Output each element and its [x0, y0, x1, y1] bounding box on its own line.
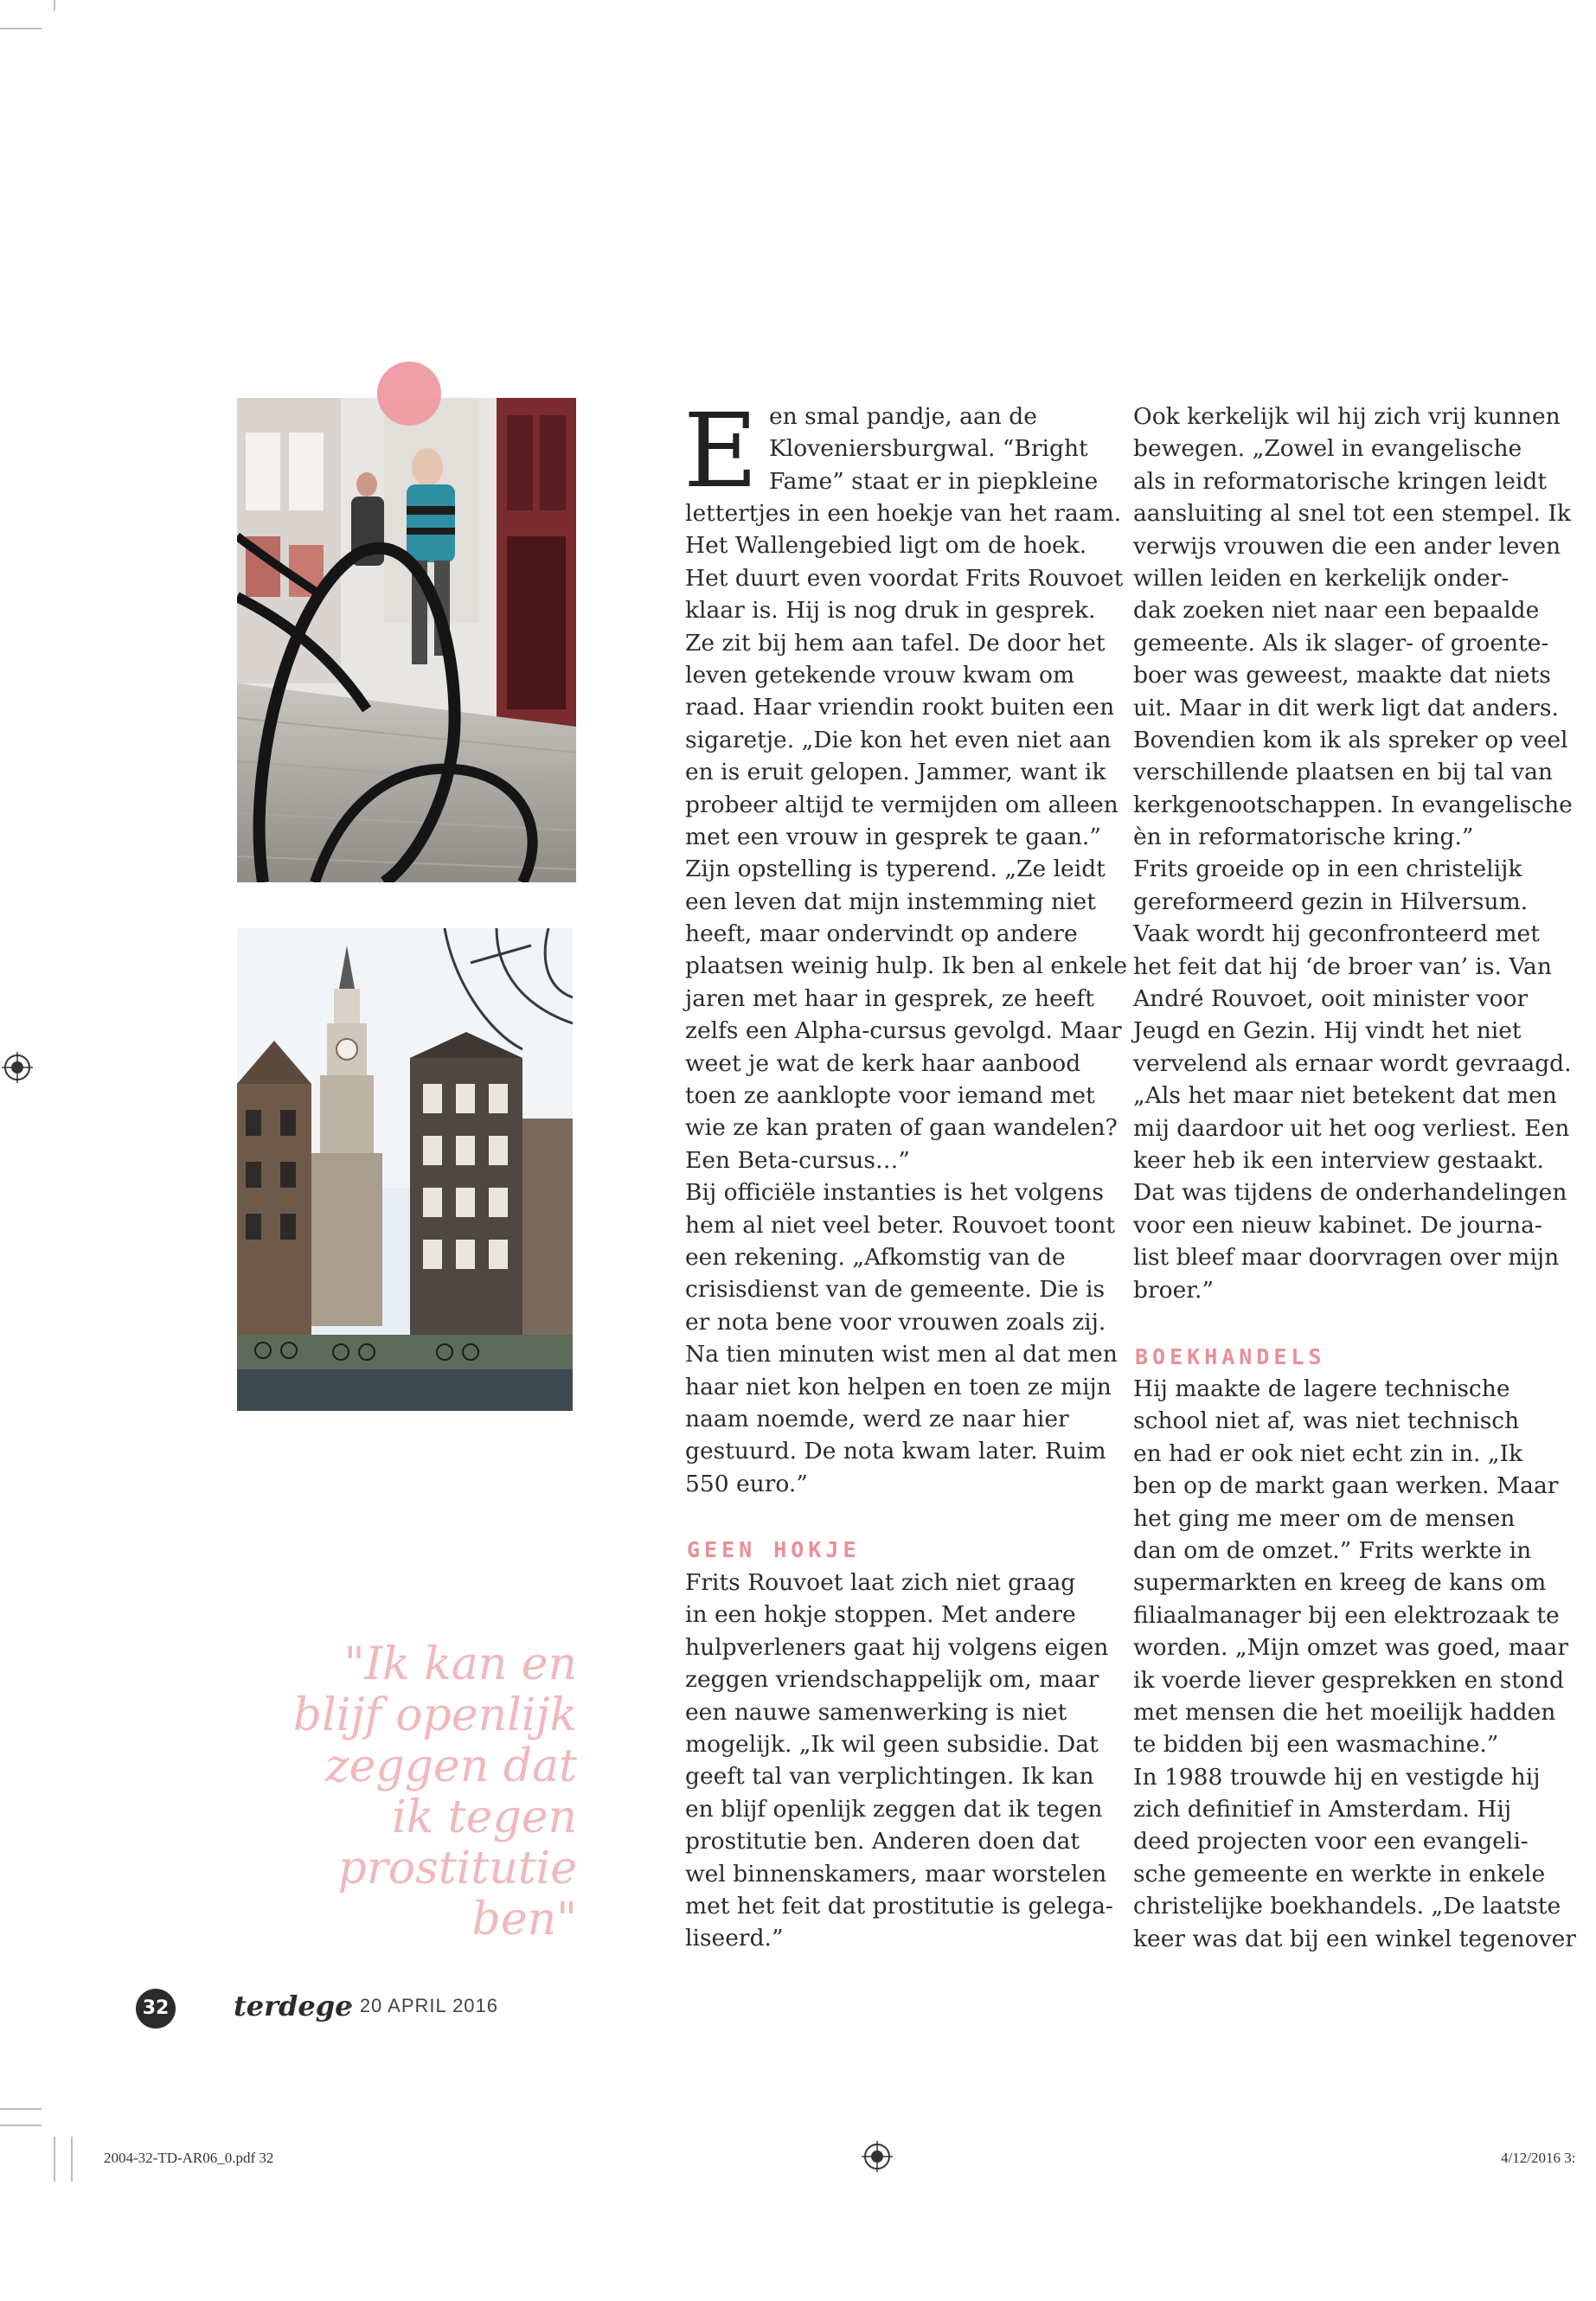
text-line: sche gemeente en werkte in enkele — [1133, 1860, 1546, 1888]
text-line: naam noemde, werd ze naar hier — [685, 1405, 1069, 1433]
text-line: Bovendien kom ik als spreker op veel — [1133, 726, 1568, 753]
text-line: met mensen die het moeilijk hadden — [1133, 1698, 1556, 1726]
column-1-body — [685, 497, 1127, 1500]
text-line: zelfs een Alpha-cursus gevolgd. Maar — [685, 1017, 1122, 1045]
text-line: in een hokje stoppen. Met andere — [685, 1601, 1076, 1629]
text-line: leven getekende vrouw kwam om — [685, 661, 1075, 689]
column-1-intro — [769, 401, 1098, 497]
text-line: met een vrouw in gesprek te gaan.” — [685, 823, 1101, 850]
text-line: keer heb ik een interview gestaakt. — [1133, 1146, 1544, 1174]
text-line: vervelend als ernaar wordt gevraagd. — [1133, 1049, 1572, 1077]
text-line: Vaak wordt hij geconfronteerd met — [1133, 920, 1540, 948]
text-line: zich definitief in Amsterdam. Hij — [1133, 1796, 1512, 1823]
text-line: sigaretje. „Die kon het even niet aan — [685, 726, 1112, 753]
text-line: uit. Maar in dit werk ligt dat anders. — [1133, 694, 1559, 721]
text-line: gereformeerd gezin in Hilversum. — [1133, 888, 1529, 915]
text-line: Frits Rouvoet laat zich niet graag — [685, 1569, 1076, 1596]
file-slug: 2004-32-TD-AR06_0.pdf 32 — [104, 2150, 274, 2166]
text-line: dan om de omzet.” Frits werkte in — [1133, 1536, 1532, 1564]
text-line: gestuurd. De nota kwam later. Ruim — [685, 1438, 1106, 1465]
text-line: christelijke boekhandels. „De laatste — [1133, 1893, 1561, 1920]
text-line: Het Wallengebied ligt om de hoek. — [685, 532, 1087, 560]
text-line: ben op de markt gaan werken. Maar — [1133, 1472, 1559, 1500]
pull-quote-line: ben" — [471, 1894, 577, 1945]
text-line: Frits groeide op in een christelijk — [1133, 856, 1522, 883]
pull-quote-line: zeggen dat — [325, 1740, 577, 1792]
section-heading: GEEN HOKJE — [687, 1537, 861, 1562]
registration-mark-icon — [2, 1052, 33, 1083]
column-2-section — [1133, 1373, 1576, 1955]
text-line: Dat was tijdens de onderhandelingen — [1133, 1179, 1567, 1207]
text-line: school niet af, was niet technisch — [1133, 1407, 1520, 1435]
text-line: Ook kerkelijk wil hij zich vrij kunnen — [1133, 403, 1561, 430]
street-photo — [237, 398, 576, 882]
registration-mark-icon — [862, 2141, 893, 2172]
text-line: Na tien minuten wist men al dat men — [685, 1341, 1118, 1368]
column-1-section — [685, 1567, 1113, 1955]
text-line: haar niet kon helpen en toen ze mijn — [685, 1373, 1112, 1400]
text-line: boer was geweest, maakte dat niets — [1133, 662, 1551, 689]
text-line: een leven dat mijn instemming niet — [685, 888, 1096, 915]
text-line: André Rouvoet, ooit minister voor — [1133, 985, 1529, 1013]
text-line: Kloveniersburgwal. “Bright — [769, 435, 1088, 463]
text-line: Bij officiële instanties is het volgens — [685, 1179, 1104, 1207]
text-line: Hij maakte de lagere technische — [1133, 1375, 1510, 1402]
pull-quote — [293, 1639, 577, 1945]
pull-quote-line: "Ik kan en — [343, 1638, 577, 1690]
text-line: en had er ook niet echt zin in. „Ik — [1133, 1439, 1523, 1467]
text-line: te bidden bij een wasmachine.” — [1133, 1731, 1499, 1759]
text-line: Een Beta-cursus…” — [685, 1146, 910, 1174]
text-line: klaar is. Hij is nog druk in gesprek. — [685, 597, 1096, 625]
pull-quote-line: ik tegen — [392, 1791, 577, 1843]
text-line: weet je wat de kerk haar aanbood — [685, 1049, 1081, 1077]
text-line: In 1988 trouwde hij en vestigde hij — [1133, 1763, 1541, 1791]
text-line: bewegen. „Zowel in evangelische — [1133, 435, 1522, 463]
magazine-brand-logo: terdege — [234, 1990, 353, 2022]
issue-date: • 20 APRIL 2016 — [346, 1995, 499, 2016]
text-line: liseerd.” — [685, 1925, 784, 1952]
decorative-dot — [377, 362, 441, 426]
pull-quote-line: blijf openlijk — [292, 1689, 577, 1741]
text-line: Jeugd en Gezin. Hij vindt het niet — [1133, 1017, 1522, 1045]
text-line: aansluiting al snel tot een stempel. Ik — [1133, 500, 1571, 528]
page-number: 32 — [136, 1989, 176, 2029]
text-line: een rekening. „Afkomstig van de — [685, 1243, 1066, 1271]
text-line: heeft, maar ondervindt op andere — [685, 920, 1078, 948]
drop-cap: E — [683, 391, 759, 510]
text-line: worden. „Mijn omzet was goed, maar — [1133, 1634, 1569, 1662]
crop-mark — [71, 2137, 73, 2182]
text-line: willen leiden en kerkelijk onder- — [1133, 564, 1509, 592]
text-line: prostitutie ben. Anderen doen dat — [685, 1828, 1080, 1856]
crop-mark — [0, 2125, 42, 2126]
text-line: gemeente. Als ik slager- of groente- — [1133, 629, 1549, 657]
text-line: wie ze kan praten of gaan wandelen? — [685, 1114, 1118, 1142]
text-line: toen ze aanklopte voor iemand met — [685, 1082, 1095, 1110]
text-line: filiaalmanager bij een elektrozaak te — [1133, 1601, 1560, 1629]
text-line: en smal pandje, aan de — [769, 403, 1037, 430]
text-line: als in reformatorische kringen leidt — [1133, 467, 1547, 495]
text-line: dak zoeken niet naar een bepaalde — [1133, 597, 1540, 625]
text-line: ik voerde liever gesprekken en stond — [1133, 1666, 1564, 1694]
text-line: hem al niet veel beter. Rouvoet toont — [685, 1211, 1116, 1239]
crop-mark — [54, 0, 55, 10]
crop-mark — [0, 28, 42, 29]
print-date: 4/12/2016 3: — [1501, 2150, 1576, 2166]
section-heading: BOEKHANDELS — [1135, 1344, 1326, 1369]
text-line: het ging me meer om de mensen — [1133, 1504, 1516, 1532]
text-line: broer.” — [1133, 1276, 1214, 1304]
text-line: list bleef maar doorvragen over mijn — [1133, 1244, 1560, 1272]
text-line: „Als het maar niet betekent dat men — [1133, 1082, 1557, 1110]
crop-mark — [0, 2108, 42, 2110]
column-2-body — [1133, 401, 1573, 1306]
text-line: en blijf openlijk zeggen dat ik tegen — [685, 1795, 1103, 1823]
text-line: en is eruit gelopen. Jammer, want ik — [685, 759, 1106, 786]
text-line: supermarkten en kreeg de kans om — [1133, 1569, 1547, 1597]
text-line: Het duurt even voordat Frits Rouvoet — [685, 564, 1124, 592]
text-line: plaatsen weinig hulp. Ik ben al enkele — [685, 952, 1128, 980]
text-line: kerkgenootschappen. In evangelische — [1133, 791, 1573, 818]
text-line: geeft tal van verplichtingen. Ik kan — [685, 1763, 1094, 1791]
text-line: lettertjes in een hoekje van het raam. — [685, 500, 1122, 527]
text-line: verwijs vrouwen die een ander leven — [1133, 532, 1561, 560]
text-line: mij daardoor uit het oog verliest. Een — [1133, 1114, 1570, 1142]
text-line: het feit dat hij ‘de broer van’ is. Van — [1133, 952, 1552, 980]
text-line: Fame” staat er in piepkleine — [769, 467, 1099, 495]
text-line: met het feit dat prostitutie is gelega- — [685, 1892, 1113, 1920]
text-line: wel binnenskamers, maar worstelen — [685, 1860, 1107, 1888]
text-line: Ze zit bij hem aan tafel. De door het — [685, 629, 1106, 657]
text-line: deed projecten voor een evangeli- — [1133, 1828, 1529, 1856]
text-line: èn in reformatorische kring.” — [1133, 824, 1474, 851]
text-line: hulpverleners gaat hij volgens eigen — [685, 1633, 1109, 1661]
text-line: crisisdienst van de gemeente. Die is — [685, 1276, 1106, 1304]
pull-quote-line: prostitutie — [337, 1843, 577, 1894]
text-line: voor een nieuw kabinet. De journa- — [1133, 1211, 1542, 1239]
crop-mark — [54, 2137, 55, 2182]
text-line: keer was dat bij een winkel tegenover — [1133, 1925, 1576, 1952]
text-line: raad. Haar vriendin rookt buiten een — [685, 694, 1115, 721]
text-line: zeggen vriendschappelijk om, maar — [685, 1666, 1099, 1694]
text-line: een nauwe samenwerking is niet — [685, 1698, 1067, 1726]
text-line: jaren met haar in gesprek, ze heeft — [685, 984, 1094, 1012]
text-line: verschillende plaatsen en bij tal van — [1133, 759, 1553, 786]
text-line: 550 euro.” — [685, 1470, 808, 1497]
text-line: Zijn opstelling is typerend. „Ze leidt — [685, 856, 1106, 883]
text-line: er nota bene voor vrouwen zoals zij. — [685, 1308, 1106, 1336]
canal-church-photo — [237, 928, 573, 1411]
text-line: mogelijk. „Ik wil geen subsidie. Dat — [685, 1730, 1099, 1758]
text-line: probeer altijd te vermijden om alleen — [685, 791, 1118, 818]
